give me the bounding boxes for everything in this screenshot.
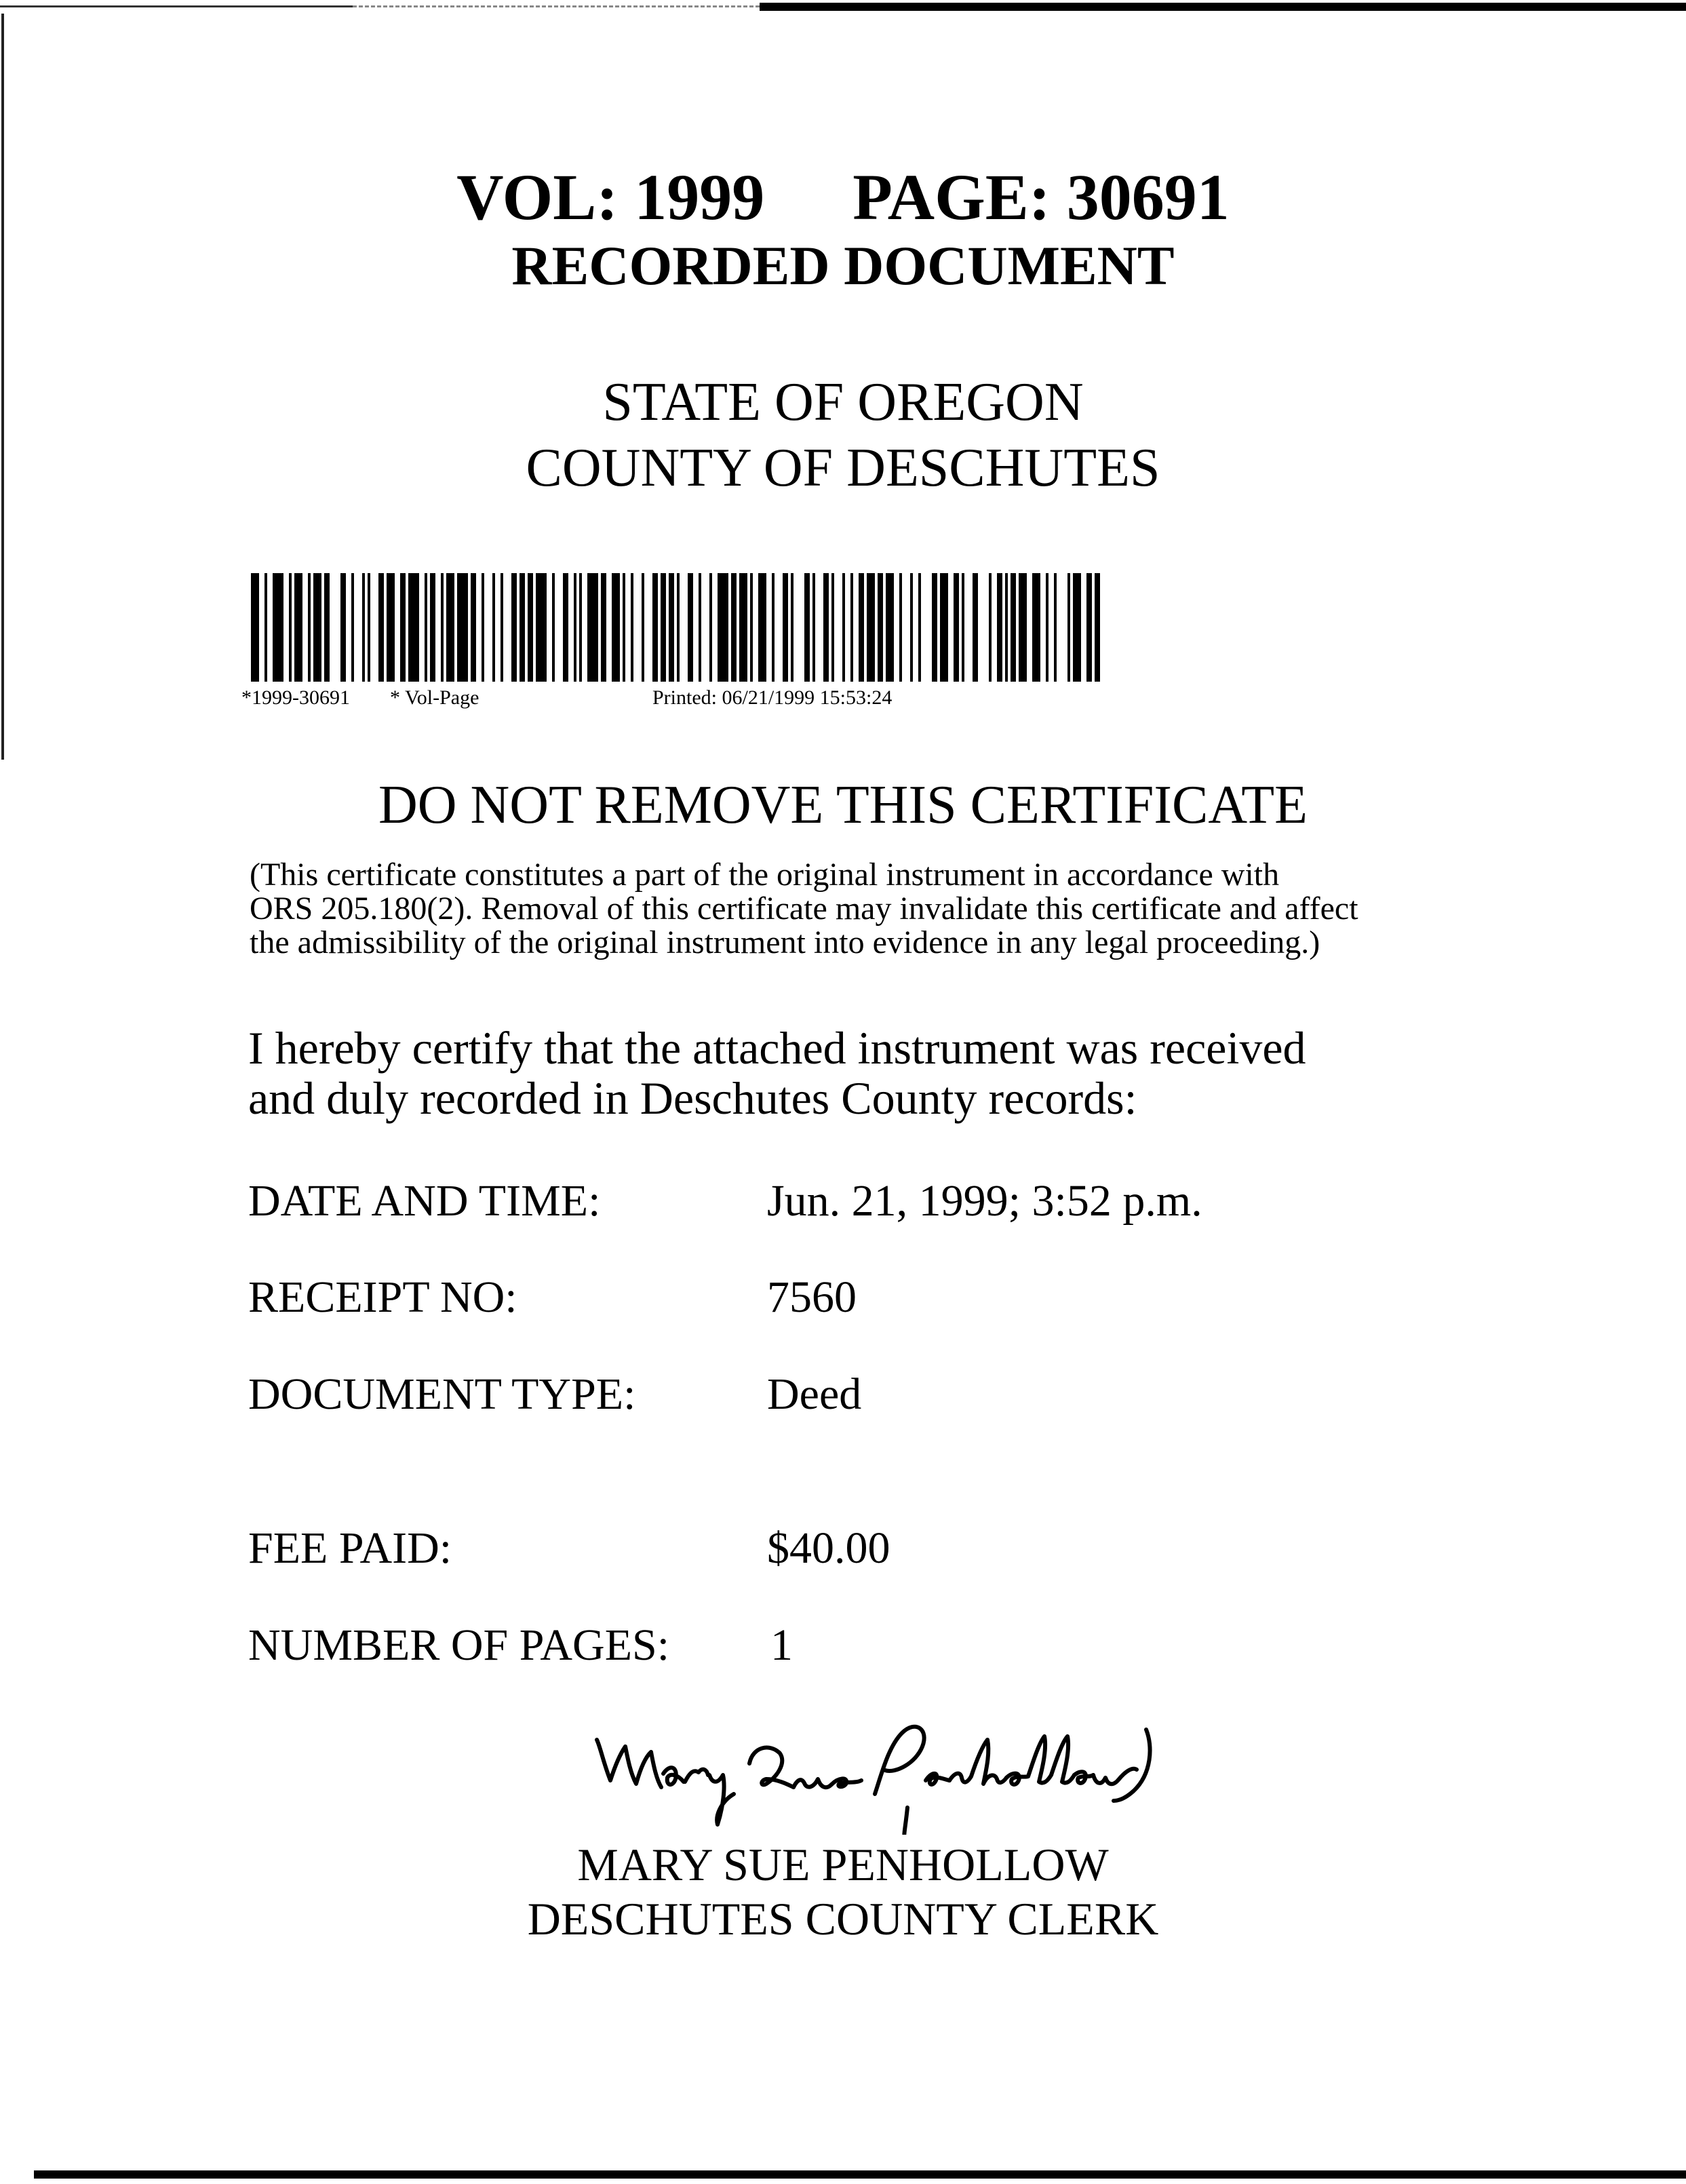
receipt-no-value: 7560 (767, 1272, 857, 1322)
barcode-printed-timestamp: Printed: 06/21/1999 15:53:24 (652, 686, 893, 709)
receipt-no-label: RECEIPT NO: (248, 1272, 517, 1322)
barcode-id: *1999-30691 (241, 686, 350, 709)
fee-paid-label: FEE PAID: (248, 1523, 452, 1573)
fee-paid-value: $40.00 (767, 1523, 890, 1573)
certification-line: I hereby certify that the attached instrument was received (248, 1022, 1306, 1074)
county-name: COUNTY OF DESCHUTES (526, 438, 1160, 498)
clerk-signature (583, 1699, 1167, 1835)
document-type-label: DOCUMENT TYPE: (248, 1369, 636, 1419)
barcode-type: * Vol-Page (390, 686, 479, 709)
page-label: PAGE: 30691 (852, 161, 1230, 233)
document-type-value: Deed (767, 1369, 862, 1419)
volume-page-header (0, 159, 1686, 235)
number-of-pages-value: 1 (770, 1620, 793, 1670)
notice-line: (This certificate constitutes a part of the original instrument in accordance with (250, 857, 1280, 893)
notice-paragraph (250, 858, 1443, 960)
clerk-name: MARY SUE PENHOLLOW (577, 1839, 1109, 1890)
bottom-border (34, 2170, 1686, 2179)
do-not-remove-heading: DO NOT REMOVE THIS CERTIFICATE (378, 775, 1308, 835)
document-subtitle: RECORDED DOCUMENT (511, 235, 1175, 296)
number-of-pages-label: NUMBER OF PAGES: (248, 1620, 670, 1670)
date-time-value: Jun. 21, 1999; 3:52 p.m. (767, 1176, 1202, 1226)
notice-line: the admissibility of the original instrument into evidence in any legal proceeding.) (250, 924, 1320, 960)
clerk-title: DESCHUTES COUNTY CLERK (527, 1893, 1159, 1945)
notice-line: ORS 205.180(2). Removal of this certificate may invalidate this certificate and affect (250, 891, 1358, 927)
certification-line: and duly recorded in Deschutes County records: (248, 1072, 1137, 1124)
volume-label: VOL: 1999 (456, 161, 765, 233)
certification-statement (248, 1023, 1306, 1123)
date-time-label: DATE AND TIME: (248, 1176, 601, 1226)
barcode (251, 573, 1100, 682)
state-name: STATE OF OREGON (602, 372, 1084, 432)
